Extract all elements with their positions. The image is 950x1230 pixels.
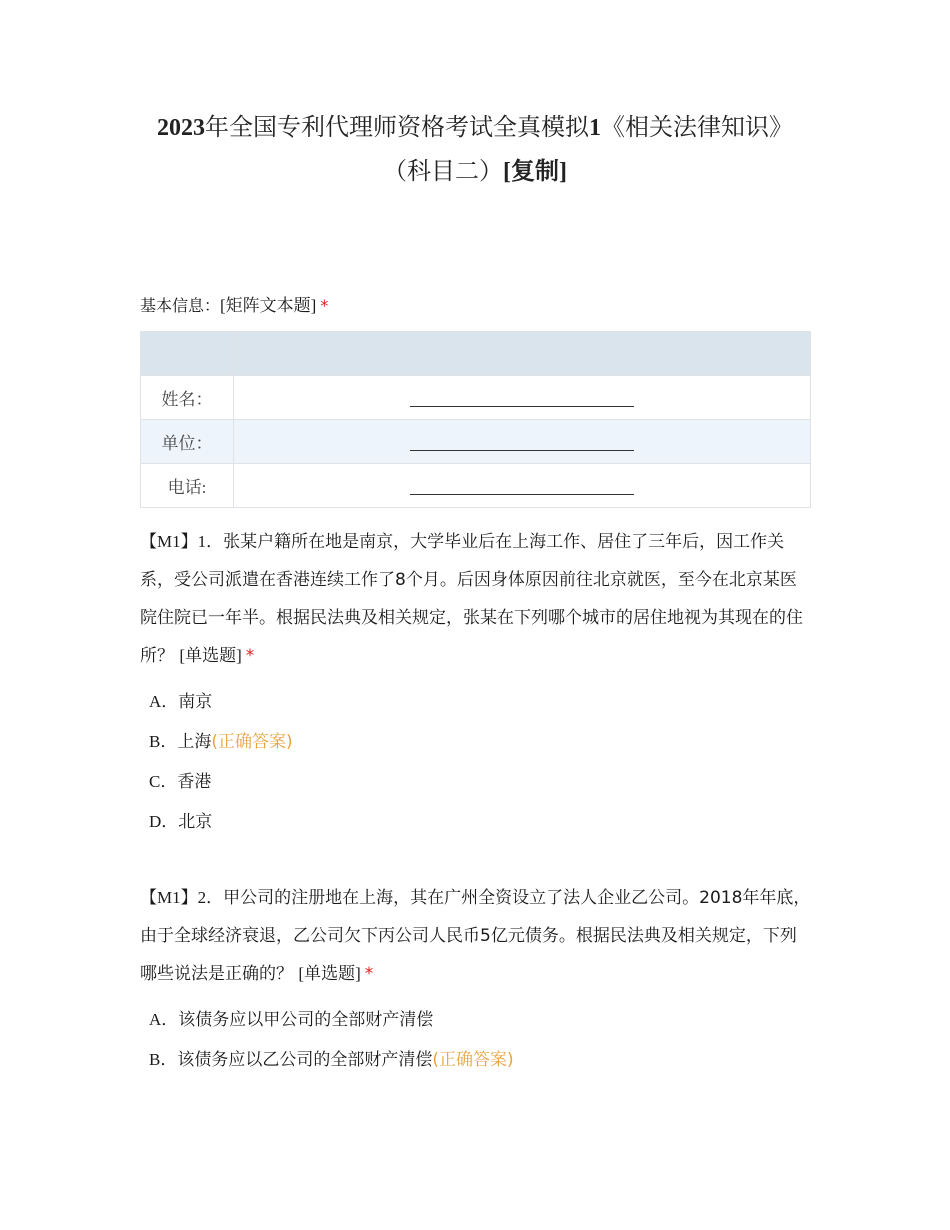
row-label-name: 姓名： [141,376,234,420]
blank-line[interactable] [410,472,634,495]
option-a[interactable] [149,682,293,722]
option-letter: B． [149,1050,178,1069]
question-1 [140,523,812,675]
required-mark: * [245,646,255,666]
option-letter: A． [149,1010,179,1029]
question-number: 【M1】2． [140,888,224,907]
table-row [141,464,811,508]
option-letter: C． [149,772,178,791]
unit-field[interactable] [234,420,811,464]
page-title [150,106,800,194]
required-mark: * [320,296,329,315]
question-text: 甲公司的注册地在上海，其在广州全资设立了法人企业乙公司。2018年年底，由于全球经济衰退，乙公司欠下丙公司人民币5亿元债务。根据民法典及相关规定，下列哪些说法是正确的？ [140,888,811,984]
title-number: 1 [589,115,601,141]
row-label-unit: 单位： [141,420,234,464]
title-text-2: 《相关法律知识》（科目二） [383,115,793,185]
question-text: 张某户籍所在地是南京，大学毕业后在上海工作、居住了三年后，因工作关系，受公司派遣在香港连续工作了8个月。后因身体原因前往北京就医，至今在北京某医院住院已一年半。根据民法典及相关规定，张某在下列哪个城市的居住地视为其现在的住所？ [140,532,803,666]
option-text: 该债务应以甲公司的全部财产清偿 [178,1010,434,1030]
blank-line[interactable] [410,428,634,451]
option-text: 香港 [177,772,212,792]
basic-info-table [140,331,811,508]
option-letter: A． [149,692,179,711]
copy-label[interactable]: [复制] [503,159,567,185]
basic-info-heading [140,292,328,320]
basic-info-label: 基本信息： [140,296,221,315]
option-text: 南京 [178,692,213,712]
title-year: 2023 [157,115,205,141]
option-b[interactable] [149,1040,514,1080]
blank-line[interactable] [410,384,634,407]
required-mark: * [364,964,374,984]
correct-answer-note: (正确答案) [211,732,293,752]
correct-answer-note: (正确答案) [432,1050,514,1070]
question-number: 【M1】1． [140,532,224,551]
table-row [141,420,811,464]
phone-field[interactable] [234,464,811,508]
option-letter: D． [149,812,179,831]
title-text-1: 年全国专利代理师资格考试全真模拟 [205,115,589,141]
option-text: 该债务应以乙公司的全部财产清偿 [177,1050,433,1070]
option-a[interactable] [149,1000,514,1040]
table-header-row [141,332,811,376]
table-row [141,376,811,420]
question-2-options [149,1000,514,1080]
option-c[interactable] [149,762,293,802]
question-type-tag: [单选题] [298,964,361,983]
option-letter: B． [149,732,178,751]
option-b[interactable] [149,722,293,762]
row-label-phone: 电话: [141,464,234,508]
option-d[interactable] [149,802,293,842]
option-text: 北京 [178,812,213,832]
question-1-options [149,682,293,842]
question-type-tag: [单选题] [179,646,242,665]
option-text: 上海 [177,732,212,752]
name-field[interactable] [234,376,811,420]
question-type-tag: [矩阵文本题] [220,296,317,315]
question-2 [140,879,812,993]
